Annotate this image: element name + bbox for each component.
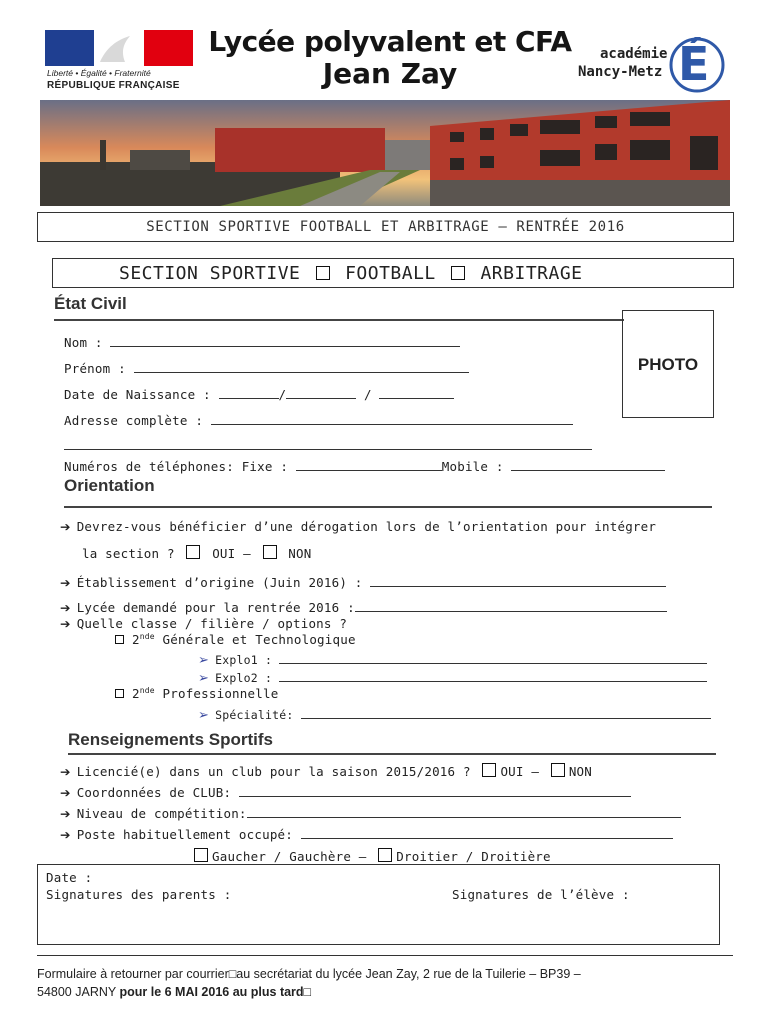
adresse-label: Adresse complète : [64,413,204,428]
derogation-oui-label: OUI – [212,546,251,561]
etablissement-label: Établissement d’origine (Juin 2016) : [76,575,363,590]
licencie-oui-checkbox[interactable] [482,763,496,777]
licencie-oui-label: OUI – [500,764,540,779]
derogation-answer-row [82,545,311,561]
academie-name-line2: Nancy-Metz [578,64,663,80]
licencie-label: Licencié(e) dans un club pour la saison 2015/2016 ? [76,764,471,779]
school-title-line1: Lycée polyvalent et CFA [208,25,572,58]
arbitrage-label: ARBITRAGE [480,263,583,284]
sport-rule [68,753,716,755]
chevron-right-icon: ➢ [198,671,210,686]
eleve-signature-label: Signatures de l’élève : [452,887,630,902]
arrow-icon: ➔ [60,764,71,779]
etat-civil-rule [54,319,624,321]
explo2-row [198,669,707,686]
derogation-non-label: NON [288,546,312,561]
coordonnees-label: Coordonnées de CLUB: [76,785,232,800]
poste-label: Poste habituellement occupé: [76,827,294,842]
seconde-gt-label: Générale et Technologique [162,632,356,648]
telephone-fixe-field[interactable] [296,458,442,471]
quelle-classe-label: Quelle classe / filière / options ? [76,616,348,631]
niveau-row [60,805,681,821]
lycee-demande-field[interactable] [355,599,667,612]
arrow-icon: ➔ [60,600,71,615]
etablissement-row [60,574,666,590]
specialite-field[interactable] [301,706,711,719]
derogation-question-line2: la section ? [82,546,175,561]
republique-francaise-logo [45,30,193,96]
gaucher-checkbox[interactable] [194,848,208,862]
footer-rule [37,955,733,956]
academie-logo-letter: É [678,37,710,91]
explo1-row [198,651,707,668]
football-label: FOOTBALL [345,263,436,284]
lycee-demande-label: Lycée demandé pour la rentrée 2016 : [76,600,355,615]
lateralite-row [190,848,551,864]
niveau-label: Niveau de compétition: [76,806,247,821]
chevron-right-icon: ➢ [198,653,210,668]
arrow-icon: ➔ [60,519,71,534]
derogation-question [60,519,656,534]
etat-civil-heading: État Civil [54,294,127,313]
section-choice-prefix: SECTION SPORTIVE [119,263,301,284]
poste-field[interactable] [301,826,673,839]
coordonnees-row [60,784,631,800]
seconde-gt-number: 2 [132,632,140,648]
footer-line2-deadline: pour le 6 MAI 2016 au plus tard□ [119,985,312,999]
chevron-right-icon: ➢ [198,708,210,723]
droitier-checkbox[interactable] [378,848,392,862]
arrow-icon: ➔ [60,575,71,590]
telephone-fixe-label: Numéros de téléphones: Fixe : [64,459,289,474]
footer-line1: Formulaire à retourner par courrier□au secrétariat du lycée Jean Zay, 2 rue de la Tuilerie – BP39 – [37,967,581,981]
prenom-label: Prénom : [64,361,126,376]
arrow-icon: ➔ [60,806,71,821]
nom-label: Nom : [64,335,103,350]
seconde-pro-label: Professionnelle [162,686,279,702]
academie-logo [578,30,728,96]
republic-name: RÉPUBLIQUE FRANÇAISE [47,80,180,91]
republic-motto: Liberté • Égalité • Fraternité [47,68,151,78]
date-naissance-label: Date de Naissance : [64,387,211,402]
quelle-classe-row [60,616,347,631]
licencie-row [60,763,592,779]
signature-box[interactable] [37,864,720,945]
seconde-gt-row [115,632,356,647]
derogation-question-line1: Devrez-vous bénéficier d’une dérogation lors de l’orientation pour intégrer [76,519,657,534]
seconde-gt-superscript: nde [139,632,155,641]
school-title-line2: Jean Zay [322,57,458,90]
school-title [200,26,580,90]
explo2-field[interactable] [279,669,707,682]
specialite-label: Spécialité: [215,708,294,722]
prenom-field[interactable] [134,360,469,373]
seconde-pro-number: 2 [132,686,140,702]
parents-signature-label: Signatures des parents : [46,887,232,902]
form-title-box [37,212,734,242]
licencie-non-checkbox[interactable] [551,763,565,777]
seconde-gt-checkbox[interactable] [115,635,124,644]
poste-row [60,826,673,842]
football-checkbox[interactable] [316,266,330,280]
sport-heading: Renseignements Sportifs [68,730,273,749]
adresse-field[interactable] [211,412,573,425]
form-title: SECTION SPORTIVE FOOTBALL ET ARBITRAGE – RENTRÉE 2016 [146,219,625,235]
birth-year-field[interactable] [379,386,454,399]
adresse-row [64,412,573,428]
arrow-icon: ➔ [60,827,71,842]
lycee-demande-row [60,599,667,615]
etablissement-field[interactable] [370,574,666,587]
telephones-row [64,458,665,474]
gaucher-label: Gaucher / Gauchère – [212,849,367,864]
orientation-rule [64,506,712,508]
niveau-field[interactable] [247,805,681,818]
birth-day-field[interactable] [219,386,279,399]
seconde-pro-checkbox[interactable] [115,689,124,698]
footer-note [37,965,733,1001]
derogation-non-checkbox[interactable] [263,545,277,559]
section-choice-bar [52,258,734,288]
coordonnees-field[interactable] [239,784,631,797]
explo1-field[interactable] [279,651,707,664]
arrow-icon: ➔ [60,616,71,631]
arbitrage-checkbox[interactable] [451,266,465,280]
photo-box[interactable] [622,310,714,418]
nom-row [64,334,460,350]
nom-field[interactable] [110,334,460,347]
telephone-mobile-field[interactable] [511,458,665,471]
seconde-pro-superscript: nde [139,686,155,695]
telephone-mobile-label: Mobile : [441,459,504,474]
footer-line2 [37,983,733,1001]
school-photo [40,100,730,206]
prenom-row [64,360,469,376]
derogation-oui-checkbox[interactable] [186,545,200,559]
specialite-row [198,706,711,723]
droitier-label: Droitier / Droitière [396,849,551,864]
academie-name-line1: académie [600,46,668,62]
seconde-pro-row [115,686,278,701]
birth-month-field[interactable] [286,386,356,399]
arrow-icon: ➔ [60,785,71,800]
orientation-heading: Orientation [64,476,155,495]
explo1-label: Explo1 : [215,653,273,667]
photo-label: PHOTO [637,355,699,374]
date-naissance-row: Date de Naissance : / / [64,386,454,402]
explo2-label: Explo2 : [215,671,273,685]
adresse-field-line2[interactable] [64,449,592,450]
licencie-non-label: NON [568,764,592,779]
footer-line2-plain: 54800 JARNY [37,985,116,999]
date-label: Date : [46,870,93,885]
